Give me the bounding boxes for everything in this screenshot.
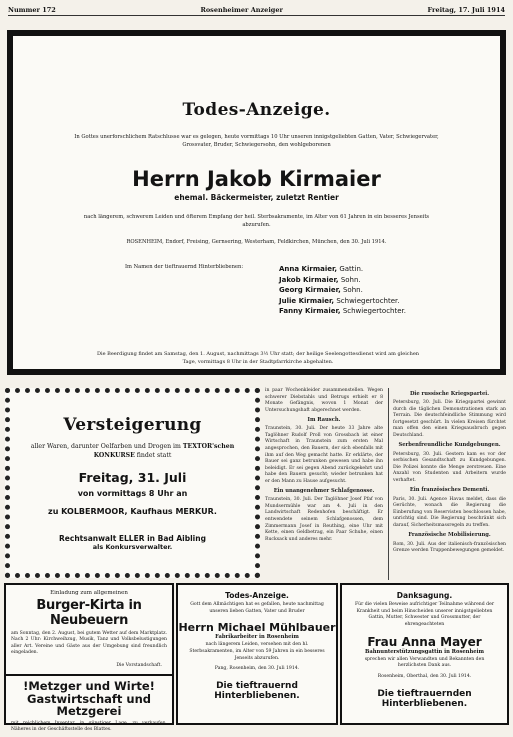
thanks-title: Danksagung.	[396, 591, 453, 600]
butcher-text: mit reichlichem Inventar, in günstiger Lage, zu verkaufen. Näheres in der Geschäftsstelle des Blattes.	[11, 721, 167, 733]
thanks-role: Bahnunterstützungsgattin in Rosenheim	[365, 648, 484, 655]
news-paragraph: Traunstein, 30. Juli. Der heute 33 Jahre alte Taglöhner Rudolf Proll von Grossbach ist einer Wirtschaft in Traunstein zum ersten Mal angesprochen, den Bauern, der sich ebenfalls mit ihm auf den Weg gemacht hatte. Er erklärte, der Bauer sei ganz betrunken gewesen und habe ihn beleidigt. Er sei gegen Abend zurückgekehrt und habe den Bauern gesucht; wieder betrunken hat er den Mann zu Hause aufgesucht.	[265, 426, 383, 484]
obituary-ad-place: Pang, Rosenheim, den 30. Juli 1914.	[214, 666, 300, 672]
thanks-text2: sprechen wir allen Verwandten und Bekannten den herzlichsten Dank aus.	[364, 656, 485, 669]
ad-separator	[6, 674, 172, 676]
mourner-item: Georg Kirmaier, Sohn.	[279, 286, 363, 294]
funeral-info: Die Beerdigung findet am Samstag, den 1. August, nachmittags 3½ Uhr statt; der heilige Seelengottesdienst wird am gleichen Tage, vormittags 8 Uhr in der Stadtpfarrkirche abgehalten.	[96, 351, 420, 365]
news-headline: Französische Mobilisierung.	[408, 532, 491, 539]
obituary-notice	[7, 30, 506, 375]
news-column-left	[265, 388, 383, 580]
auction-time: von vormittags 8 Uhr an	[77, 489, 188, 499]
fair-text: am Sonntag, den 2. August, bei gutem Wetter auf dem Marktplatz. Nach 2 Uhr: Kirchweihzug, Musik, Tanz und Volksbelustigungen aller Art. Vereine und Gäste aus der Umgebung sind freundlich eingeladen.	[11, 631, 167, 656]
news-headline: Ein unangenehmer Schlafgenosse.	[273, 488, 375, 495]
mourners-list	[279, 264, 449, 317]
obituary-ad-title: Todes-Anzeige.	[225, 591, 289, 600]
news-paragraph: Traunstein, 30. Juli. Der Taglöhner Josef Pfaf von Mundsermühle war am 4. Juli in den Landwirtschaft Redenhofen beschäftigt. Er entwendete seinem Schlafgenossen, dem Zimmermann Josef in Reuthing, eine Uhr mit Kette, einen Geldbetrag, ein Paar Schuhe, einen Rucksack und anderes mehr.	[265, 497, 383, 542]
obituary-ad-role: Fabrikarbeiter in Rosenheim	[215, 634, 299, 641]
mourner-item: Jakob Kirmaier, Sohn.	[279, 275, 361, 284]
news-headline: Die russische Kriegspartei.	[409, 391, 490, 397]
column-divider	[388, 388, 389, 580]
fair-title: Burger-Kirta in Neubeuern	[36, 598, 142, 628]
mourner-item: Julie Kirmaier, Schwiegertochter.	[279, 296, 400, 305]
news-headline: Ein französisches Dementi.	[409, 487, 490, 494]
butcher-title: !Metzger und Wirte! Gastwirtschaft und Metzgerei	[23, 679, 155, 719]
fair-invite: Einladung zum allgemeinen	[50, 590, 128, 596]
thanks-text: Für die vielen Beweise aufrichtiger Teilnahme während der Krankheit und beim Hinscheiden unserer innigstgeliebten Gattin, Mutter, Schwester und Grossmutter, der ehrengeachteten	[354, 602, 495, 627]
fair-signature: Die Vorstandschaft.	[116, 662, 162, 668]
news-paragraph: in paar Wochenkleider zusammenstellen. Wegen schwerer Diebstahls und Betrugs erhielt er 8 Monate Gefängnis, wovon 1 Monat der Untersuchungshaft abgerechnet werden.	[265, 388, 383, 413]
mourner-item: Anna Kirmaier, Gattin.	[279, 265, 364, 273]
thanks-place: Rosenheim, Oberthal, den 30. Juli 1914.	[377, 673, 472, 679]
news-headline: Serbenfreundliche Kundgebungen.	[398, 442, 501, 449]
obituary-places: ROSENHEIM, Endorf, Freising, Gernsering, Westerham, Feldkirchen, München, den 30. Juli 1914.	[126, 239, 387, 246]
news-headline: Im Rausch.	[307, 417, 341, 424]
obituary-death-text: nach längerem, schwerem Leiden und öfterem Empfang der heil. Sterbsakramente, im Alter von 61 Jahren in ein besseres Jenseits abzurufen.	[83, 214, 430, 228]
thanks-name: Frau Anna Mayer	[367, 634, 482, 649]
auction-ad	[5, 388, 260, 578]
thanks-ad	[340, 583, 509, 725]
issue-number: Nummer 172	[8, 5, 56, 14]
auction-location: zu KOLBERMOOR, Kaufhaus MERKUR.	[48, 507, 217, 517]
obituary-ad-text2: nach längerem Leiden, versehen mit den hl. Sterbsakramenten, im Alter von 59 Jahren in ein besseres Jenseits abzurufen.	[189, 642, 325, 661]
obituary-ad-muehlbauer	[176, 583, 338, 725]
news-paragraph: Paris, 30. Juli. Agence Havas meldet, dass die Gerüchte, wonach die Regierung die Einberufung von Reservisten beschlossen habe, unrichtig sind. Die Regierung beschränkt sich darauf, Sicherheitsmassregeln zu treffen.	[393, 496, 506, 528]
thanks-mourners: Die tieftrauernden Hinterbliebenen.	[377, 688, 472, 709]
auction-lawyer-role: als Konkursverwalter.	[92, 543, 173, 552]
newspaper-name: Rosenheimer Anzeiger	[200, 5, 283, 14]
auction-description: aller Waren, darunter Oelfarben und Drogen im TEXTOR'schen KONKURSE findet statt	[30, 443, 235, 459]
fair-ad	[4, 583, 174, 733]
auction-lawyer: Rechtsanwalt ELLER in Bad Aibling	[59, 534, 206, 544]
page-header	[8, 4, 505, 16]
obituary-ad-mourners: Die tieftrauernd Hinterbliebenen.	[214, 680, 300, 701]
obituary-intro: In Gottes unerforschlichem Ratschlusse war es gelegen, heute vormittags 10 Uhr unseren innigstgeliebten Gatten, Vater, Schwiegervater, Grossvater, Bruder, Schwiegersohn, den wohlgeborenen	[74, 134, 439, 148]
auction-title: Versteigerung	[63, 415, 202, 435]
obituary-title: Todes-Anzeige.	[182, 100, 331, 120]
obituary-ad-name: Herrn Michael Mühlbauer	[178, 621, 336, 635]
obituary-ad-text: Gott dem Allmächtigen hat es gefallen, heute nachmittag unseren lieben Gatten, Vater und Bruder	[190, 602, 324, 614]
news-column-right	[393, 388, 506, 580]
news-paragraph: Petersburg, 30. Juli. Gestern kam es vor der serbischen Gesandtschaft zu Kundgebungen. Die Polizei konnte die Menge zerstreuen. Eine Anzahl von Studenten und Arbeitern wurde verhaftet.	[393, 451, 506, 483]
auction-date: Freitag, 31. Juli	[78, 470, 187, 486]
mourner-item: Fanny Kirmaier, Schwiegertochter.	[279, 307, 406, 315]
news-paragraph: Rom, 30. Juli. Aus der italienisch-französischen Grenze werden Truppenbewegungen gemeldet.	[393, 541, 506, 554]
mourners-intro: Im Namen der tieftrauernd Hinterbliebenen:	[125, 264, 244, 270]
deceased-name: Herrn Jakob Kirmaier	[132, 167, 381, 192]
issue-date: Freitag, 17. Juli 1914	[427, 5, 505, 14]
deceased-role: ehemal. Bäckermeister, zuletzt Rentier	[174, 193, 339, 203]
news-paragraph: Petersburg, 30. Juli. Die Kriegspartei gewinnt durch die täglichen Demonstrationen stark an Terrain. Die deutschfeindliche Stimmung wird fortgesetzt geschürt. In vielen Kreisen fürchtet man offen den einen Kriegsausbruch gegen Deutschland.	[393, 400, 506, 438]
